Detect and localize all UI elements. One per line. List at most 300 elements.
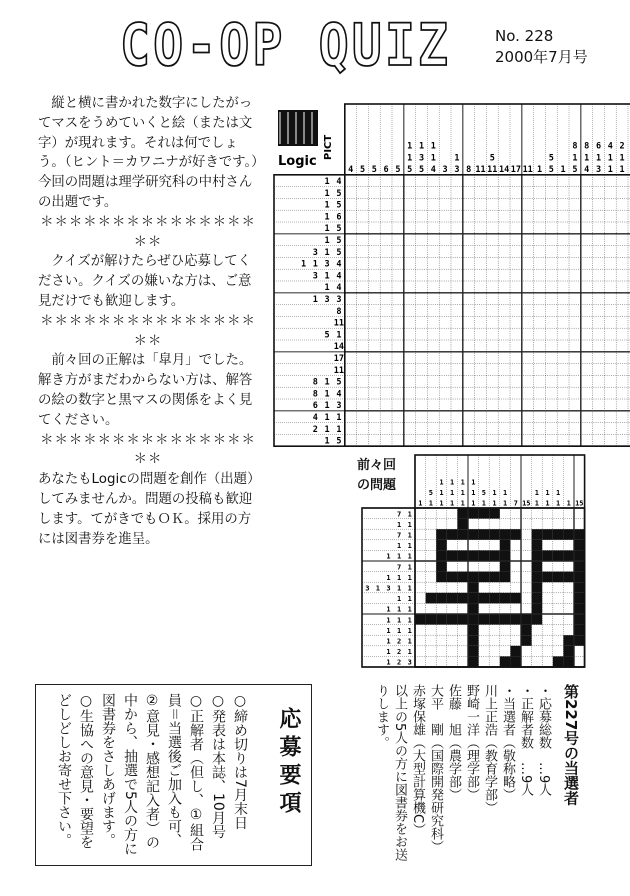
previous-puzzle-row-clue: 1	[407, 648, 412, 657]
previous-puzzle-row-clue: 3	[386, 584, 391, 593]
intro-paragraph: クイズが解けたらぜひ応募してください。クイズの嫌いな方は、ご意見だけでも歓迎します。	[38, 254, 252, 309]
previous-puzzle-filled-cell	[574, 614, 585, 625]
previous-puzzle-col-clue: 1	[545, 489, 550, 498]
previous-puzzle-row-clue: 1	[386, 626, 391, 635]
previous-puzzle-row-clue: 1	[386, 658, 391, 667]
previous-puzzle-col-clue: 15	[575, 499, 584, 508]
previous-puzzle-col-clue: 1	[502, 499, 508, 508]
entry-rules-box	[35, 684, 312, 866]
previous-puzzle-filled-cell	[542, 550, 553, 561]
previous-puzzle-filled-cell	[574, 561, 585, 572]
logo-text: Logic	[278, 154, 317, 169]
previous-puzzle-filled-cell	[468, 625, 479, 636]
puzzle-col-clue: 1	[584, 153, 590, 164]
winner-line: 佐藤 旭（農学部）	[446, 684, 461, 801]
previous-puzzle-col-clue: 1	[439, 478, 444, 487]
previous-puzzle-filled-cell	[563, 572, 574, 583]
previous-puzzle-col-clue: 15	[522, 499, 531, 508]
puzzle-row-clue: 4	[336, 259, 342, 270]
previous-puzzle-filled-cell	[563, 646, 574, 657]
puzzle-col-clue: 1	[560, 165, 566, 176]
puzzle-col-clue: 1	[407, 141, 413, 152]
puzzle-col-clue: 5	[548, 165, 554, 176]
previous-puzzle-col-clue: 1	[460, 499, 465, 508]
puzzle-col-clue: 5	[572, 165, 578, 176]
previous-puzzle-filled-cell	[574, 635, 585, 646]
previous-puzzle-col-clue: 1	[545, 499, 550, 508]
previous-puzzle-filled-cell	[468, 656, 479, 667]
puzzle-row-clue: 1	[324, 377, 330, 388]
previous-puzzle-filled-cell	[457, 519, 468, 530]
previous-puzzle-filled-cell	[553, 656, 564, 667]
previous-puzzle-row-clue: 1	[407, 605, 412, 614]
puzzle-col-clue: 6	[383, 165, 389, 176]
puzzle-row-clue: 5	[336, 200, 342, 211]
previous-puzzle-filled-cell	[489, 614, 500, 625]
previous-puzzle-filled-cell	[447, 550, 458, 561]
previous-puzzle-col-clue: 1	[439, 499, 444, 508]
puzzle-col-clue: 1	[619, 165, 625, 176]
previous-puzzle-filled-cell	[574, 593, 585, 604]
puzzle-row-clue: 3	[336, 295, 342, 306]
puzzle-row-clue: 4	[312, 413, 318, 424]
previous-label-line: 前々回	[357, 458, 397, 473]
previous-puzzle-row-clue: 1	[386, 637, 391, 646]
previous-puzzle-filled-cell	[426, 593, 437, 604]
puzzle-row-clue: 11	[333, 318, 345, 329]
previous-puzzle-filled-cell	[457, 550, 468, 561]
previous-puzzle-col-clue: 1	[439, 489, 444, 498]
previous-puzzle-filled-cell	[468, 593, 479, 604]
issue-number: No. 228	[495, 27, 554, 45]
previous-puzzle-row-clue: 3	[407, 658, 412, 667]
previous-puzzle-filled-cell	[510, 646, 521, 657]
previous-puzzle-filled-cell	[521, 635, 532, 646]
previous-puzzle-col-clue: 1	[492, 489, 497, 498]
previous-puzzle-filled-cell	[457, 529, 468, 540]
previous-puzzle-row-clue: 1	[407, 520, 412, 529]
previous-puzzle-row-clue: 3	[365, 584, 370, 593]
previous-puzzle-col-clue: 1	[566, 499, 571, 508]
puzzle-row-clue: 3	[324, 295, 330, 306]
divider-stars: ＊＊＊＊＊＊＊＊＊＊＊＊＊＊＊＊＊	[40, 432, 256, 468]
puzzle-border	[274, 175, 630, 446]
previous-puzzle-filled-cell	[489, 508, 500, 519]
puzzle-row-clue: 3	[324, 259, 330, 270]
previous-puzzle-row-clue: 1	[407, 510, 412, 519]
previous-puzzle-filled-cell	[479, 572, 490, 583]
previous-puzzle-filled-cell	[500, 540, 511, 551]
previous-puzzle-filled-cell	[532, 529, 543, 540]
winner-line: 野崎一洋（理学部）	[464, 684, 479, 801]
previous-puzzle-filled-cell	[574, 625, 585, 636]
previous-puzzle-row-clue: 1	[407, 595, 412, 604]
puzzle-row-clue: 1	[324, 413, 330, 424]
previous-puzzle-row-clue: 1	[375, 584, 381, 593]
previous-puzzle-filled-cell	[447, 614, 458, 625]
previous-puzzle-col-clue: 5	[481, 489, 487, 498]
previous-puzzle-col-clue: 1	[449, 489, 455, 498]
previous-puzzle-row-clue: 2	[396, 637, 402, 646]
puzzle-row-clue: 3	[312, 247, 318, 258]
previous-puzzle-col-clue: 1	[555, 489, 561, 498]
puzzle-row-clue: 5	[336, 236, 342, 247]
previous-puzzle-col-clue: 7	[513, 499, 518, 508]
puzzle-border	[345, 104, 630, 446]
winner-line: ・当選者（敬称略）	[500, 684, 515, 801]
puzzle-row-clue: 17	[333, 354, 345, 365]
winner-line: 以上の5人の方に図書券をお送りします。	[374, 684, 407, 862]
previous-puzzle-filled-cell	[457, 572, 468, 583]
previous-puzzle-filled-cell	[521, 614, 532, 625]
previous-puzzle-col-clue: 1	[502, 489, 508, 498]
previous-puzzle-col-clue: 1	[471, 478, 476, 487]
previous-puzzle-border	[415, 455, 585, 667]
puzzle-row-clue: 1	[324, 236, 330, 247]
previous-puzzle-filled-cell	[532, 572, 543, 583]
previous-puzzle-col-clue: 1	[428, 499, 434, 508]
puzzle-row-clue: 1	[324, 188, 330, 199]
previous-puzzle-row-clue: 1	[407, 573, 412, 582]
previous-puzzle-row-clue: 1	[396, 616, 402, 625]
previous-puzzle-filled-cell	[468, 603, 479, 614]
previous-puzzle-filled-cell	[532, 593, 543, 604]
puzzle-row-clue: 4	[336, 389, 342, 400]
winner-line: ・応募総数 …9人	[536, 684, 551, 797]
puzzle-row-clue: 8	[312, 377, 318, 388]
previous-puzzle-col-clue: 1	[418, 499, 423, 508]
previous-puzzle-row-clue: 1	[396, 584, 402, 593]
previous-puzzle-col-clue: 1	[534, 489, 540, 498]
puzzle-row-clue: 5	[336, 436, 342, 447]
puzzle-col-clue: 11	[522, 165, 533, 176]
previous-puzzle-filled-cell	[436, 550, 447, 561]
puzzle-row-clue: 8	[312, 389, 318, 400]
previous-puzzle-col-clue: 1	[449, 499, 455, 508]
previous-puzzle-row-clue: 7	[396, 531, 402, 540]
previous-puzzle-filled-cell	[468, 582, 479, 593]
puzzle-col-clue: 1	[595, 153, 602, 164]
puzzle-row-clue: 1	[336, 424, 342, 435]
puzzle-row-clue: 1	[324, 247, 330, 258]
puzzle-row-clue: 1	[312, 259, 318, 270]
puzzle-col-clue: 2	[619, 141, 625, 152]
previous-puzzle-filled-cell	[542, 572, 553, 583]
puzzle-row-clue: 1	[324, 436, 330, 447]
previous-puzzle-row-clue: 1	[407, 542, 412, 551]
previous-puzzle-filled-cell	[574, 529, 585, 540]
puzzle-col-clue: 4	[584, 165, 590, 176]
entry-rules-title: 応募要項	[276, 707, 301, 819]
previous-puzzle-filled-cell	[500, 593, 511, 604]
previous-puzzle-col-clue: 1	[460, 478, 465, 487]
previous-puzzle-filled-cell	[468, 529, 479, 540]
previous-puzzle-filled-cell	[500, 572, 511, 583]
previous-puzzle-filled-cell	[436, 540, 447, 551]
entry-item: ○生協への意見・要望をどしどしお寄せ下さい。	[56, 693, 94, 849]
previous-puzzle-filled-cell	[574, 582, 585, 593]
previous-puzzle-row-clue: 1	[407, 637, 412, 646]
previous-puzzle-col-clue: 1	[471, 489, 476, 498]
previous-puzzle-col-clue: 1	[492, 499, 497, 508]
previous-puzzle-col-clue: 1	[534, 499, 540, 508]
puzzle-col-clue: 4	[348, 165, 354, 176]
previous-puzzle-row-clue: 1	[386, 616, 391, 625]
puzzle-col-clue: 1	[607, 153, 613, 164]
puzzle-row-clue: 1	[324, 389, 330, 400]
puzzle-col-clue: 5	[418, 165, 425, 176]
previous-puzzle-row-clue: 1	[407, 563, 412, 572]
winner-line: ・正解者数 …9人	[518, 684, 533, 797]
previous-puzzle-filled-cell	[500, 550, 511, 561]
previous-puzzle-row-clue: 1	[386, 648, 391, 657]
previous-puzzle-filled-cell	[447, 529, 458, 540]
previous-puzzle-row-clue: 1	[407, 584, 412, 593]
puzzle-col-clue: 5	[548, 153, 554, 164]
previous-puzzle-filled-cell	[563, 529, 574, 540]
previous-label-line: の問題	[357, 478, 397, 493]
previous-puzzle-filled-cell	[553, 529, 564, 540]
puzzle-col-clue: 11	[487, 165, 498, 176]
previous-puzzle-filled-cell	[468, 508, 479, 519]
puzzle-col-clue: 5	[371, 165, 377, 176]
puzzle-col-clue: 1	[430, 153, 436, 164]
puzzle-row-clue: 5	[336, 247, 342, 258]
puzzle-col-clue: 1	[430, 141, 436, 152]
intro-paragraph: 縦と横に書かれた数字にしたがってマスをうめていくと絵（または文字）が現れます。それは何でしょう。（ヒント＝カワニナが好きです。）今回の問題は理学研究科の中村さんの出題です。	[38, 96, 258, 210]
previous-puzzle-filled-cell	[468, 572, 479, 583]
previous-puzzle-col-clue: 1	[449, 478, 455, 487]
puzzle-row-clue: 1	[336, 330, 342, 341]
previous-puzzle-row-clue: 1	[396, 552, 402, 561]
previous-puzzle-filled-cell	[563, 635, 574, 646]
previous-puzzle-filled-cell	[457, 593, 468, 604]
previous-puzzle-filled-cell	[553, 550, 564, 561]
issue-info	[495, 26, 588, 68]
puzzle-row-clue: 1	[336, 413, 342, 424]
previous-puzzle-filled-cell	[542, 529, 553, 540]
previous-puzzle-filled-cell	[563, 656, 574, 667]
entry-item: ○締め切りは7月末日	[232, 693, 248, 830]
previous-puzzle-filled-cell	[510, 614, 521, 625]
entry-item: ○発表は本誌、10月号	[210, 693, 226, 839]
intro-text	[38, 94, 258, 549]
puzzle-col-clue: 17	[510, 165, 522, 176]
puzzle-row-clue: 6	[312, 401, 318, 412]
puzzle-col-clue: 5	[359, 165, 366, 176]
puzzle-row-clue: 1	[324, 177, 330, 188]
puzzle-row-clue: 5	[336, 224, 342, 235]
intro-paragraph: 前々回の正解は「皐月」でした。解き方がまだわからない方は、解答の絵の数字と黒マスの関係をよく見てください。	[38, 353, 253, 428]
previous-puzzle-filled-cell	[468, 550, 479, 561]
winners-title: 第227号の当選者	[562, 684, 580, 806]
previous-puzzle-filled-cell	[489, 593, 500, 604]
entry-item: ○正解者（但し、①組合員＝当選後ご加入も可、②意見・感想記入者）の中から、抽選で5人の方に図書券をさしあげます。	[100, 693, 204, 856]
puzzle-row-clue: 1	[324, 424, 330, 435]
previous-puzzle-col-clue: 1	[481, 499, 487, 508]
previous-puzzle-filled-cell	[532, 540, 543, 551]
previous-puzzle-row-clue: 7	[396, 563, 402, 572]
puzzle-row-clue: 1	[324, 200, 330, 211]
previous-puzzle-row-clue: 1	[407, 531, 412, 540]
puzzle-row-clue: 4	[336, 283, 342, 294]
previous-puzzle-col-clue: 5	[428, 489, 434, 498]
previous-puzzle-filled-cell	[468, 646, 479, 657]
previous-puzzle-filled-cell	[574, 603, 585, 614]
puzzle-row-clue: 5	[336, 188, 342, 199]
previous-puzzle-filled-cell	[553, 572, 564, 583]
previous-puzzle-filled-cell	[500, 656, 511, 667]
puzzle-col-clue: 6	[595, 141, 602, 152]
previous-puzzle-border	[362, 508, 585, 667]
previous-puzzle-row-clue: 1	[407, 616, 412, 625]
puzzle-col-clue: 4	[607, 141, 613, 152]
previous-puzzle-filled-cell	[500, 529, 511, 540]
previous-puzzle-row-clue: 1	[396, 542, 402, 551]
puzzle-row-clue: 1	[324, 224, 330, 235]
previous-puzzle-filled-cell	[436, 593, 447, 604]
previous-puzzle-col-clue: 1	[460, 489, 465, 498]
puzzle-row-clue: 5	[324, 330, 330, 341]
previous-puzzle-filled-cell	[436, 572, 447, 583]
previous-puzzle-filled-cell	[436, 561, 447, 572]
winner-line: 赤塚保雄（大型計算機C）	[410, 684, 425, 837]
puzzle-row-clue: 2	[312, 424, 318, 435]
previous-puzzle-filled-cell	[532, 561, 543, 572]
puzzle-col-clue: 1	[536, 165, 543, 176]
puzzle-row-clue: 5	[336, 377, 342, 388]
previous-puzzle-filled-cell	[532, 582, 543, 593]
previous-puzzle-row-clue: 1	[407, 552, 412, 561]
previous-puzzle-filled-cell	[574, 550, 585, 561]
previous-puzzle-col-clue: 1	[555, 499, 561, 508]
puzzle-col-clue: 1	[454, 153, 460, 164]
previous-puzzle-label	[357, 456, 396, 496]
previous-puzzle-filled-cell	[426, 614, 437, 625]
previous-puzzle-row-clue: 1	[386, 552, 391, 561]
previous-puzzle-filled-cell	[532, 550, 543, 561]
puzzle-row-clue: 11	[333, 365, 345, 376]
previous-puzzle-filled-cell	[510, 593, 521, 604]
puzzle-row-clue: 1	[312, 295, 318, 306]
puzzle-row-clue: 1	[324, 401, 330, 412]
logo-text: PICT	[323, 134, 334, 160]
previous-puzzle-row-clue: 2	[396, 658, 402, 667]
previous-puzzle-filled-cell	[489, 572, 500, 583]
previous-puzzle-filled-cell	[479, 508, 490, 519]
winner-line: 大平 剛（国際開発研究科）	[428, 684, 443, 853]
previous-puzzle-row-clue: 1	[396, 605, 402, 614]
puzzle-row-clue: 4	[336, 271, 342, 282]
previous-puzzle-row-clue: 1	[386, 573, 391, 582]
previous-puzzle-filled-cell	[457, 508, 468, 519]
quiz-title: CO-OP QUIZ	[120, 12, 452, 79]
previous-puzzle-row-clue: 1	[386, 605, 391, 614]
puzzle-col-clue: 8	[572, 141, 578, 152]
previous-puzzle-filled-cell	[574, 572, 585, 583]
puzzle-col-clue: 8	[584, 141, 590, 152]
previous-puzzle-filled-cell	[415, 614, 426, 625]
previous-puzzle-filled-cell	[468, 614, 479, 625]
previous-puzzle-filled-cell	[510, 529, 521, 540]
previous-puzzle-filled-cell	[489, 550, 500, 561]
divider-stars: ＊＊＊＊＊＊＊＊＊＊＊＊＊＊＊＊＊	[40, 313, 256, 349]
puzzle-col-clue: 3	[418, 153, 425, 164]
puzzle-col-clue: 4	[430, 165, 436, 176]
winners-section	[340, 680, 590, 870]
previous-puzzle-filled-cell	[436, 614, 447, 625]
previous-puzzle-filled-cell	[447, 593, 458, 604]
puzzle-col-clue: 1	[572, 153, 578, 164]
puzzle-row-clue: 3	[312, 271, 318, 282]
previous-puzzle-filled-cell	[436, 529, 447, 540]
puzzle-row-clue: 1	[300, 259, 307, 270]
puzzle-row-clue: 8	[336, 306, 342, 317]
puzzle-col-clue: 11	[475, 165, 486, 176]
puzzle-row-clue: 4	[336, 177, 342, 188]
previous-puzzle-filled-cell	[500, 561, 511, 572]
divider-stars: ＊＊＊＊＊＊＊＊＊＊＊＊＊＊＊＊＊	[40, 214, 256, 250]
previous-puzzle-row-clue: 2	[396, 648, 402, 657]
puzzle-row-clue: 3	[336, 401, 342, 412]
previous-puzzle-col-clue: 1	[471, 499, 476, 508]
puzzle-col-clue: 1	[607, 165, 613, 176]
previous-puzzle-filled-cell	[457, 614, 468, 625]
winners-list	[372, 684, 552, 870]
previous-puzzle-filled-cell	[479, 550, 490, 561]
previous-puzzle-filled-cell	[532, 603, 543, 614]
previous-puzzle-filled-cell	[563, 550, 574, 561]
puzzle-col-clue: 5	[395, 165, 401, 176]
previous-puzzle-filled-cell	[532, 614, 543, 625]
previous-puzzle-filled-cell	[510, 656, 521, 667]
puzzle-col-clue: 3	[442, 165, 448, 176]
previous-puzzle-row-clue: 1	[396, 573, 402, 582]
puzzle-row-clue: 6	[336, 212, 342, 223]
puzzle-col-clue: 3	[454, 165, 460, 176]
puzzle-col-clue: 14	[498, 165, 510, 176]
previous-puzzle-filled-cell	[479, 593, 490, 604]
previous-puzzle-row-clue: 1	[396, 520, 402, 529]
previous-puzzle-row-clue: 1	[396, 626, 402, 635]
previous-puzzle-row-clue: 7	[396, 510, 402, 519]
previous-puzzle-filled-cell	[479, 529, 490, 540]
puzzle-col-clue: 1	[407, 153, 413, 164]
entry-rules-list	[53, 693, 251, 859]
puzzle-col-clue: 3	[595, 165, 602, 176]
winner-line: 川上正浩（教育学部）	[482, 684, 497, 814]
puzzle-col-clue: 1	[418, 141, 425, 152]
intro-paragraph: あなたもLogicの問題を創作（出題）してみませんか。問題の投稿も歓迎します。てがきでもＯＫ。採用の方には図書券を進呈。	[38, 472, 254, 547]
puzzle-col-clue: 5	[407, 165, 413, 176]
puzzle-row-clue: 1	[324, 271, 330, 282]
issue-date: 2000年7月号	[495, 48, 588, 66]
logo-grid-icon	[278, 110, 318, 146]
puzzle-col-clue: 8	[466, 165, 472, 176]
puzzle-row-clue: 1	[324, 283, 330, 294]
previous-puzzle-filled-cell	[447, 572, 458, 583]
puzzle-col-clue: 1	[619, 153, 625, 164]
puzzle-row-clue: 1	[324, 212, 330, 223]
previous-puzzle-filled-cell	[574, 540, 585, 551]
previous-puzzle-filled-cell	[479, 614, 490, 625]
previous-puzzle-filled-cell	[500, 614, 511, 625]
puzzle-col-clue: 5	[489, 153, 495, 164]
previous-puzzle-filled-cell	[468, 635, 479, 646]
puzzle-row-clue: 14	[333, 342, 345, 353]
previous-puzzle-filled-cell	[489, 529, 500, 540]
previous-puzzle-row-clue: 1	[407, 626, 412, 635]
